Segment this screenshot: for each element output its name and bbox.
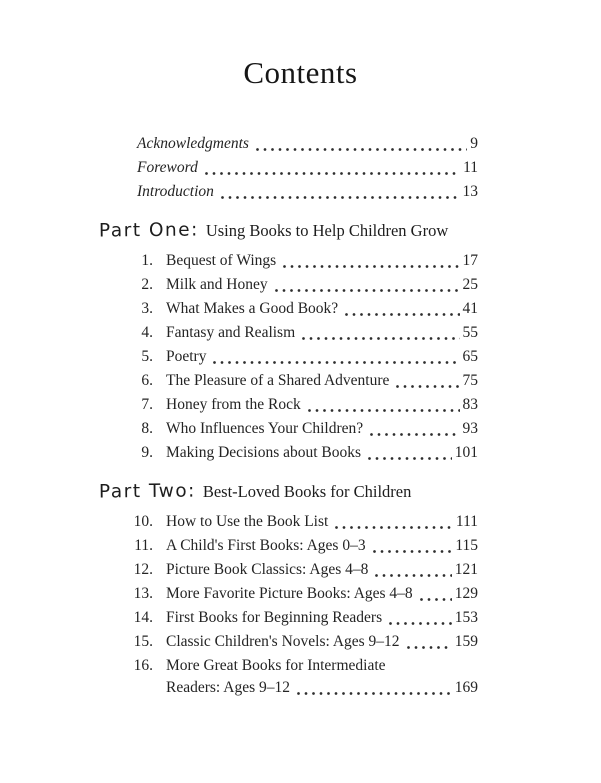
part-two-label: Part Two:	[98, 480, 196, 503]
chapter-number: 8.	[141, 420, 153, 437]
dot-leader	[213, 361, 459, 365]
chapter-row	[99, 273, 478, 297]
page-number: 169	[454, 679, 478, 696]
front-matter-list	[137, 132, 478, 204]
entry-title: Foreword	[137, 159, 198, 176]
page-number: 111	[455, 513, 478, 530]
dot-leader	[368, 457, 452, 461]
chapter-title: More Great Books for Intermediate	[166, 657, 386, 674]
page-number: 153	[454, 609, 478, 626]
dot-leader	[407, 646, 452, 650]
chapter-title: Milk and Honey	[166, 276, 268, 293]
dot-leader	[375, 574, 451, 578]
chapter-title: Who Influences Your Children?	[166, 420, 364, 437]
chapter-title: The Pleasure of a Shared Adventure	[166, 372, 390, 389]
chapter-number: 4.	[141, 324, 153, 341]
chapter-title-line2: Readers: Ages 9–12	[166, 679, 290, 696]
chapter-number: 3.	[141, 300, 153, 317]
chapter-row	[99, 417, 478, 441]
part-two-title: Best-Loved Books for Children	[202, 482, 412, 501]
chapter-title: First Books for Beginning Readers	[166, 609, 383, 626]
part-one-label: Part One:	[98, 219, 199, 242]
dot-leader	[345, 313, 459, 317]
page-number: 115	[455, 537, 478, 554]
chapter-row	[99, 654, 478, 678]
chapter-title: Picture Book Classics: Ages 4–8	[166, 561, 369, 578]
chapter-title: How to Use the Book List	[166, 513, 329, 530]
page-number: 11	[463, 159, 478, 176]
front-matter-row	[137, 132, 478, 156]
entry-title: Acknowledgments	[137, 135, 249, 152]
chapter-number: 10.	[133, 513, 153, 530]
dot-leader	[420, 598, 452, 602]
chapter-row	[99, 558, 478, 582]
chapter-number: 15.	[133, 633, 153, 650]
chapter-row	[99, 345, 478, 369]
chapter-number: 7.	[141, 396, 153, 413]
part-one-chapter-list	[99, 249, 478, 465]
page-number: 101	[454, 444, 478, 461]
page-number: 159	[454, 633, 478, 650]
chapter-number: 2.	[141, 276, 153, 293]
chapter-title: Making Decisions about Books	[166, 444, 362, 461]
chapter-number: 5.	[141, 348, 153, 365]
chapter-row-continuation	[99, 676, 478, 700]
dot-leader	[283, 265, 459, 269]
page-number: 17	[462, 252, 478, 269]
chapter-title: Classic Children's Novels: Ages 9–12	[166, 633, 400, 650]
page-number: 121	[454, 561, 478, 578]
chapter-row	[99, 630, 478, 654]
chapter-row	[99, 510, 478, 534]
entry-title: Introduction	[137, 183, 214, 200]
chapter-row	[99, 321, 478, 345]
chapter-number: 13.	[133, 585, 153, 602]
dot-leader	[256, 148, 467, 152]
dot-leader	[373, 550, 453, 554]
dot-leader	[297, 692, 452, 696]
front-matter-row	[137, 180, 478, 204]
page-number: 25	[462, 276, 478, 293]
page-number: 75	[462, 372, 478, 389]
chapter-row	[99, 441, 478, 465]
part-one-heading	[99, 218, 478, 244]
part-two-chapter-list	[99, 510, 478, 700]
chapter-row	[99, 582, 478, 606]
chapter-row	[99, 297, 478, 321]
chapter-number: 14.	[133, 609, 153, 626]
page-number: 13	[462, 183, 478, 200]
front-matter-row	[137, 156, 478, 180]
dot-leader	[308, 409, 460, 413]
page-number: 83	[462, 396, 478, 413]
dot-leader	[370, 433, 459, 437]
chapter-title: Fantasy and Realism	[166, 324, 296, 341]
chapter-row	[99, 393, 478, 417]
dot-leader	[302, 337, 459, 341]
chapter-row	[99, 606, 478, 630]
part-two-heading	[99, 479, 478, 505]
chapter-number: 12.	[133, 561, 153, 578]
dot-leader	[205, 172, 460, 176]
dot-leader	[396, 385, 459, 389]
page-number: 41	[462, 300, 478, 317]
chapter-title: Honey from the Rock	[166, 396, 301, 413]
chapter-number: 1.	[141, 252, 153, 269]
chapter-number: 9.	[141, 444, 153, 461]
chapter-number: 16.	[133, 657, 153, 674]
chapter-row	[99, 534, 478, 558]
part-one-title: Using Books to Help Children Grow	[205, 221, 449, 240]
page-number: 65	[462, 348, 478, 365]
page-number: 9	[470, 135, 478, 152]
chapter-row	[99, 249, 478, 273]
page-number: 93	[462, 420, 478, 437]
chapter-number: 11.	[134, 537, 153, 554]
chapter-title: A Child's First Books: Ages 0–3	[166, 537, 366, 554]
chapter-number: 6.	[141, 372, 153, 389]
chapter-title: Bequest of Wings	[166, 252, 277, 269]
dot-leader	[389, 622, 452, 626]
dot-leader	[275, 289, 460, 293]
dot-leader	[221, 196, 460, 200]
dot-leader	[335, 526, 453, 530]
page-number: 129	[454, 585, 478, 602]
page-title: Contents	[243, 55, 358, 90]
chapter-title: More Favorite Picture Books: Ages 4–8	[166, 585, 413, 602]
chapter-title: What Makes a Good Book?	[166, 300, 339, 317]
chapter-title: Poetry	[166, 348, 207, 365]
chapter-row	[99, 369, 478, 393]
page-number: 55	[462, 324, 478, 341]
